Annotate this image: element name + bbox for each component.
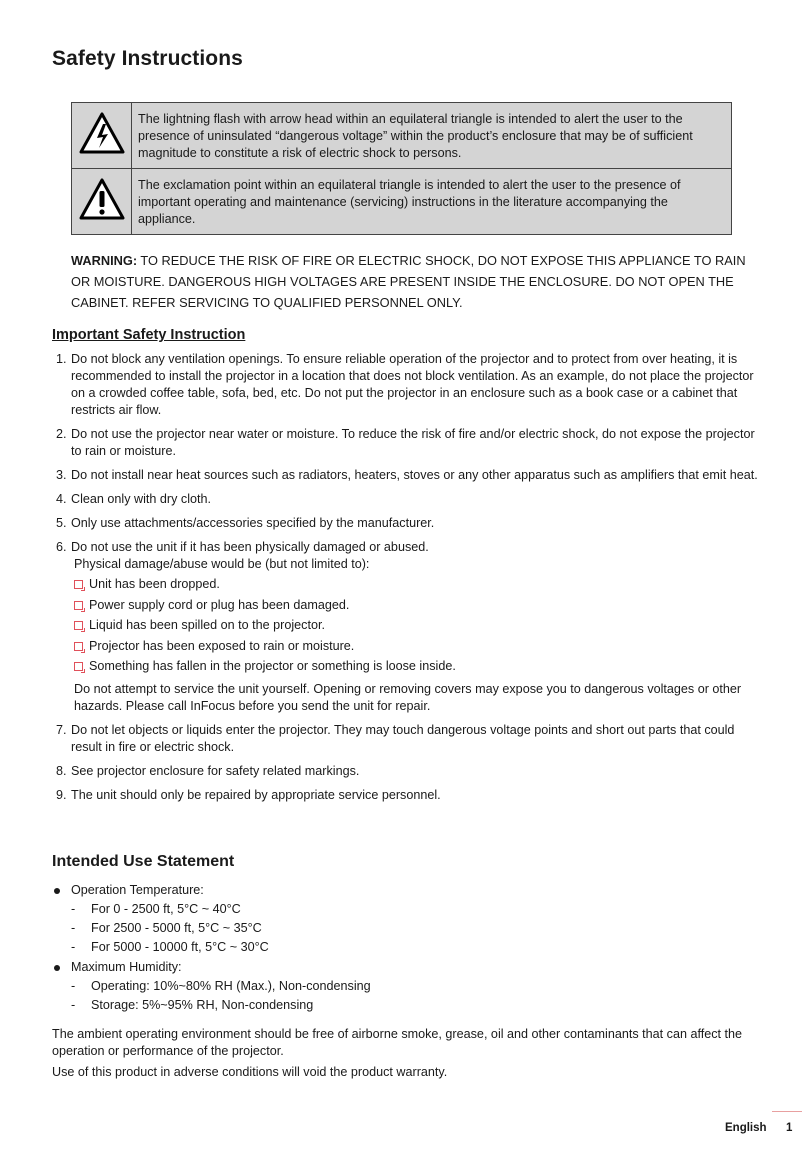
damage-intro: Physical damage/abuse would be (but not limited to): (74, 557, 370, 571)
symbol-description: The lightning flash with arrow head within an equilateral triangle is intended to alert the user to the presence of uninsulated “dangerous voltage” within the product’s enclosure that may be of sufficient magnitude to constitute a risk of electric shock to persons. (132, 103, 732, 169)
list-item: 7. Do not let objects or liquids enter the projector. They may touch dangerous voltage points and short out parts that could result in fire or electric shock. (56, 723, 735, 754)
temperature-item: - For 5000 - 10000 ft, 5°C ~ 30°C (71, 940, 269, 954)
warranty-note: Use of this product in adverse conditions will void the product warranty. (52, 1065, 448, 1079)
service-note: Do not attempt to service the unit yourself. Opening or removing covers may expose you to dangerous voltages or other hazards. Please call InFocus before you send the unit for repair. (74, 682, 742, 713)
square-bullet-icon (74, 601, 83, 610)
symbol-table (71, 102, 732, 235)
symbol-row (72, 169, 732, 235)
damage-list (74, 576, 762, 675)
lightning-triangle-icon (77, 110, 127, 156)
humidity-list (71, 978, 762, 1014)
list-item: 8. See projector enclosure for safety related markings. (56, 764, 360, 778)
warning-label: WARNING: (71, 253, 138, 268)
list-item: Operation Temperature: - For 0 - 2500 ft, 5°C ~ 40°C - For 2500 - 5000 ft, 5°C ~ 35°C - For 5000 - 10000 ft, 5°C ~ 30°C (52, 882, 762, 956)
temperature-item: - For 2500 - 5000 ft, 5°C ~ 35°C (71, 921, 262, 935)
square-bullet-icon (74, 662, 83, 671)
damage-item: Something has fallen in the projector or something is loose inside. (74, 658, 762, 675)
safety-instruction-list (52, 351, 762, 811)
list-item: 5. Only use attachments/accessories specified by the manufacturer. (56, 516, 435, 530)
bullet-icon (54, 888, 60, 894)
square-bullet-icon (74, 580, 83, 589)
humidity-item: - Operating: 10%~80% RH (Max.), Non-condensing (71, 979, 371, 993)
important-heading: Important Safety Instruction (52, 327, 246, 343)
damage-item: Liquid has been spilled on to the projector. (74, 617, 762, 634)
footer-rule (772, 1111, 802, 1112)
symbol-row (72, 103, 732, 169)
list-item: 2. Do not use the projector near water or moisture. To reduce the risk of fire and/or electric shock, do not expose the projector to rain or moisture. (56, 427, 755, 458)
intended-heading: Intended Use Statement (52, 853, 235, 870)
list-item: 3. Do not install near heat sources such as radiators, heaters, stoves or any other apparatus such as amplifiers that emit heat. (56, 468, 758, 482)
list-item: 6. Do not use the unit if it has been physically damaged or abused. Physical damage/abuse would be (but not limited to): Unit has been dropped. Power supply cord or plug has been damaged. Liquid has been spilled on to the projector. Projector has been exposed to rain or moisture. Something has fallen in the projector or something is loose inside. Do not attempt to service the unit yourself. Opening or removing covers may expose you to dangerous voltages or other hazards. Please call InFocus before you send the unit for repair. (52, 539, 762, 715)
page-title: Safety Instructions (52, 47, 243, 70)
exclamation-triangle-icon (77, 176, 127, 222)
environment-note: The ambient operating environment should be free of airborne smoke, grease, oil and other contaminants that can affect the operation or performance of the projector. (52, 1027, 743, 1058)
warning-text: TO REDUCE THE RISK OF FIRE OR ELECTRIC SHOCK, DO NOT EXPOSE THIS APPLIANCE TO RAIN OR MOISTURE. DANGEROUS HIGH VOLTAGES ARE PRESENT INSIDE THE ENCLOSURE. DO NOT OPEN THE CABINET. REFER SERVICING TO QUALIFIED PERSONNEL ONLY. (71, 253, 746, 310)
damage-item: Projector has been exposed to rain or moisture. (74, 638, 762, 655)
damage-item: Power supply cord or plug has been damaged. (74, 597, 762, 614)
list-item: 9. The unit should only be repaired by appropriate service personnel. (56, 788, 441, 802)
temperature-list (71, 901, 762, 956)
bullet-icon (54, 965, 60, 971)
square-bullet-icon (74, 642, 83, 651)
dash-icon: - (71, 921, 76, 935)
intended-use-list (52, 882, 762, 1017)
dash-icon: - (71, 998, 76, 1012)
list-item: 1. Do not block any ventilation openings. To ensure reliable operation of the projector and to protect from over heating, it is recommended to install the projector in a location that does not block ventilation. As an example, do not place the projector on a crowded coffee table, sofa, bed, etc. Do not put the projector in an enclosure such as a book case or a cabinet that restricts air flow. (56, 352, 754, 417)
dash-icon: - (71, 940, 76, 954)
square-bullet-icon (74, 621, 83, 630)
symbol-description: The exclamation point within an equilateral triangle is intended to alert the user to the presence of important operating and maintenance (servicing) instructions in the literature accompanying the appliance. (132, 169, 732, 235)
damage-item: Unit has been dropped. (74, 576, 762, 593)
footer-language: English (725, 1122, 767, 1134)
humidity-item: - Storage: 5%~95% RH, Non-condensing (71, 998, 314, 1012)
dash-icon: - (71, 979, 76, 993)
list-item: Maximum Humidity: - Operating: 10%~80% RH (Max.), Non-condensing - Storage: 5%~95% RH, Non-condensing (52, 959, 762, 1014)
page-number: 1 (786, 1122, 793, 1134)
list-item: 4. Clean only with dry cloth. (56, 492, 211, 506)
warning-paragraph (71, 250, 761, 313)
temperature-item: - For 0 - 2500 ft, 5°C ~ 40°C (71, 902, 241, 916)
dash-icon: - (71, 902, 76, 916)
